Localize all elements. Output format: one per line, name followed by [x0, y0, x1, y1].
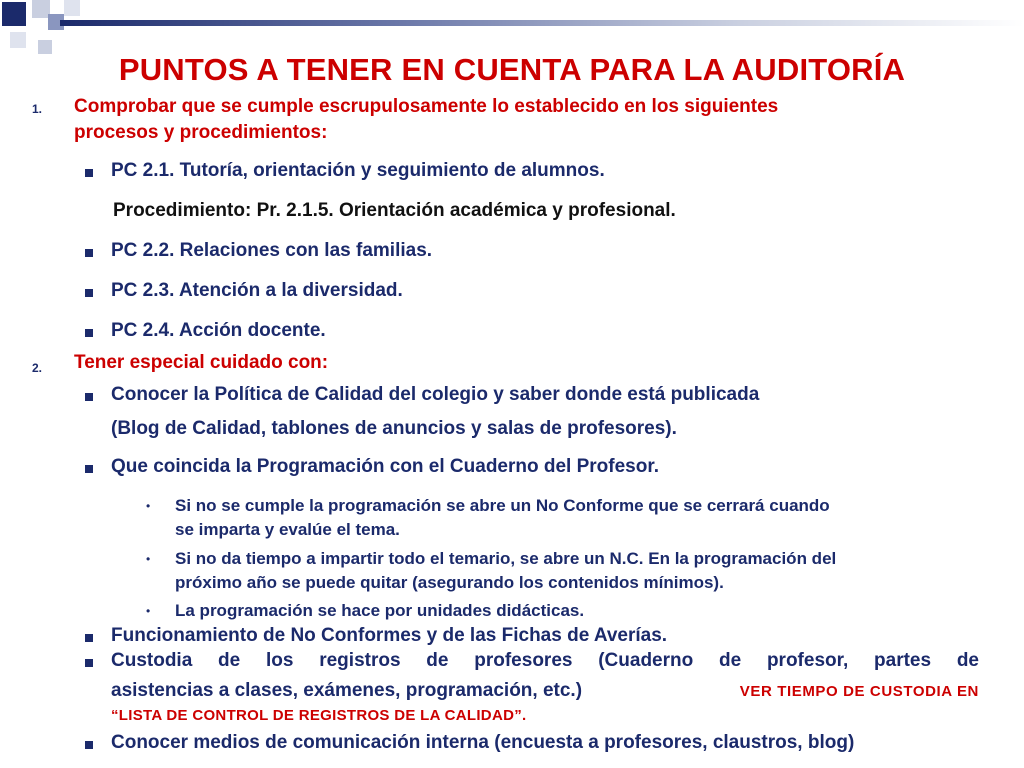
list-item-pc24: PC 2.4. Acción docente. — [111, 320, 326, 341]
header-gradient-bar — [60, 20, 1024, 26]
subitem-2-line1: Si no da tiempo a impartir todo el temario, se abre un N.C. En la programación del — [175, 549, 837, 568]
section2-number: 2. — [32, 361, 43, 375]
bullet-square — [85, 634, 93, 642]
header-decoration — [0, 0, 1024, 60]
subitem-2-line2: próximo año se puede quitar (asegurando los contenidos mínimos). — [175, 573, 724, 592]
deco-square — [10, 32, 26, 48]
bullet-square — [85, 465, 93, 473]
bullet-dot: • — [146, 499, 151, 513]
list-item-pc23: PC 2.3. Atención a la diversidad. — [111, 280, 403, 301]
procedure-line: Procedimiento: Pr. 2.1.5. Orientación académica y profesional. — [113, 200, 676, 221]
deco-square — [2, 2, 26, 26]
bullet-square — [85, 289, 93, 297]
list-item-custodia-line2 — [111, 680, 979, 702]
list-item-pc21: PC 2.1. Tutoría, orientación y seguimiento de alumnos. — [111, 160, 605, 181]
bullet-dot: • — [146, 604, 151, 618]
deco-square — [64, 0, 80, 16]
custodia-line2-text: asistencias a clases, exámenes, programación, etc.) — [111, 680, 583, 701]
list-item-pc22: PC 2.2. Relaciones con las familias. — [111, 240, 433, 261]
list-item-custodia-line1: Custodia de los registros de profesores (Cuaderno de profesor, partes de — [111, 650, 979, 671]
subitem-1-line1: Si no se cumple la programación se abre un No Conforme que se cerrará cuando — [175, 496, 830, 515]
list-item-politica-line1: Conocer la Política de Calidad del colegio y saber donde está publicada — [111, 384, 760, 405]
bullet-square — [85, 329, 93, 337]
custodia-red-note: VER TIEMPO DE CUSTODIA EN — [739, 683, 979, 700]
bullet-square — [85, 169, 93, 177]
list-item-comunicacion: Conocer medios de comunicación interna (encuesta a profesores, claustros, blog) — [111, 732, 855, 753]
section2-heading: Tener especial cuidado con: — [74, 352, 329, 373]
subitem-3-line1: La programación se hace por unidades didácticas. — [175, 601, 585, 620]
bullet-dot: • — [146, 552, 151, 566]
bullet-square — [85, 659, 93, 667]
bullet-square — [85, 393, 93, 401]
bullet-square — [85, 249, 93, 257]
section1-heading-line2: procesos y procedimientos: — [74, 122, 328, 143]
list-item-programacion: Que coincida la Programación con el Cuaderno del Profesor. — [111, 456, 659, 477]
subitem-1-line2: se imparta y evalúe el tema. — [175, 520, 400, 539]
custodia-red-note-line2: “LISTA DE CONTROL DE REGISTROS DE LA CALIDAD”. — [111, 707, 527, 724]
list-item-noconformes: Funcionamiento de No Conformes y de las Fichas de Averías. — [111, 625, 668, 646]
section1-heading-line1: Comprobar que se cumple escrupulosamente lo establecido en los siguientes — [74, 96, 779, 117]
bullet-square — [85, 741, 93, 749]
list-item-politica-line2: (Blog de Calidad, tablones de anuncios y salas de profesores). — [111, 418, 677, 439]
page-title: PUNTOS A TENER EN CUENTA PARA LA AUDITORÍA — [118, 52, 906, 87]
section1-number: 1. — [32, 102, 43, 116]
